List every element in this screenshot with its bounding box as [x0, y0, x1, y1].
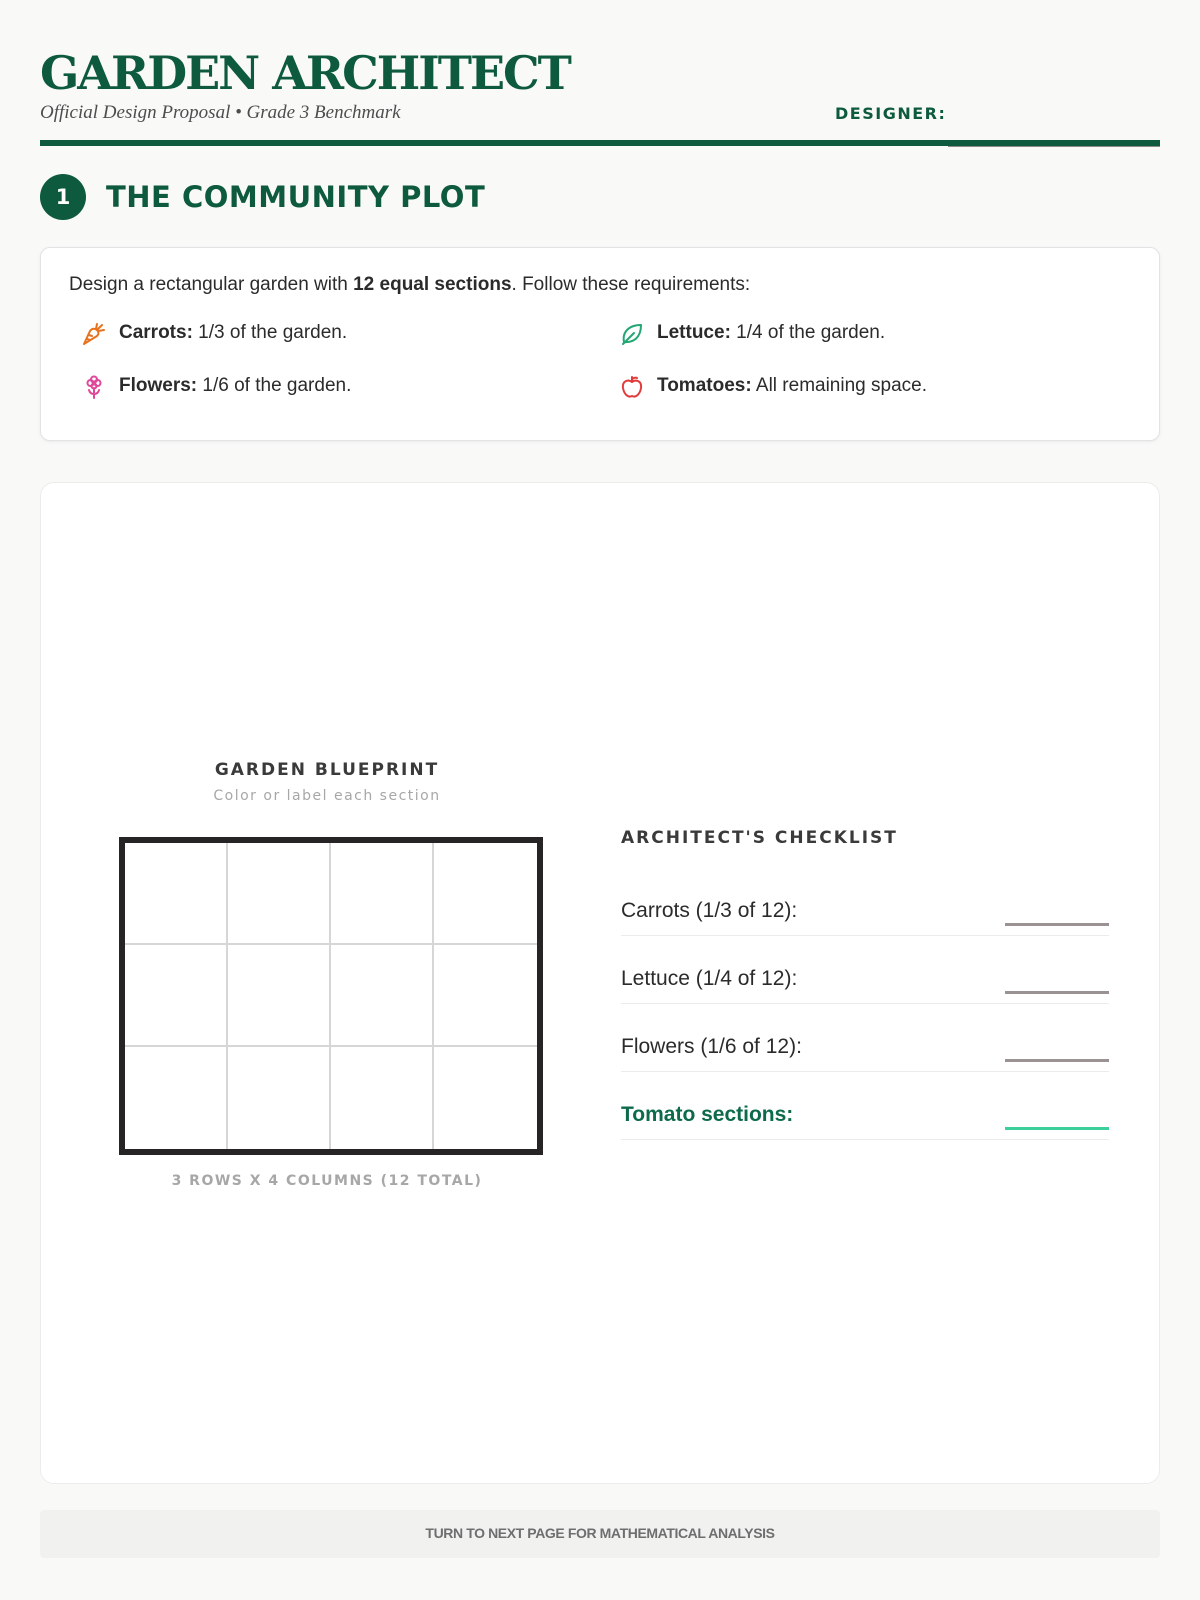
intro-text-start: Design a rectangular garden with	[69, 274, 354, 295]
requirement-name: Carrots:	[119, 322, 193, 343]
grid-section[interactable]	[434, 1047, 537, 1149]
flower-icon	[81, 374, 107, 400]
requirement-name: Flowers:	[119, 375, 198, 396]
footer-note: TURN TO NEXT PAGE FOR MATHEMATICAL ANALYSIS	[425, 1525, 775, 1541]
requirement-text	[119, 375, 351, 397]
design-workspace-card	[40, 482, 1160, 1484]
worksheet-page	[40, 0, 1160, 1600]
checklist-row-flowers	[621, 1031, 1109, 1072]
requirement-name: Tomatoes:	[657, 375, 752, 396]
grid-section[interactable]	[434, 945, 537, 1047]
grid-section[interactable]	[434, 843, 537, 945]
leaf-icon	[619, 321, 645, 347]
requirement-text	[657, 375, 927, 397]
requirement-rule: 1/4 of the garden.	[730, 322, 886, 343]
requirements-intro	[69, 274, 750, 296]
garden-blueprint-grid	[119, 837, 543, 1155]
grid-section[interactable]	[228, 843, 331, 945]
requirement-rule: 1/6 of the garden.	[197, 375, 352, 396]
header-divider	[40, 140, 1160, 146]
lettuce-answer-field[interactable]	[1005, 969, 1109, 994]
section-number-badge: 1	[40, 174, 86, 220]
apple-icon	[619, 374, 645, 400]
blueprint-instructions: Color or label each section	[213, 788, 441, 804]
requirement-rule: 1/3 of the garden.	[192, 322, 348, 343]
requirement-text	[657, 322, 885, 344]
checklist-title: ARCHITECT'S CHECKLIST	[621, 828, 898, 848]
grid-section[interactable]	[228, 1047, 331, 1149]
designer-label: DESIGNER:	[835, 104, 947, 123]
checklist-label: Flowers (1/6 of 12):	[621, 1035, 802, 1058]
requirement-text	[119, 322, 347, 344]
intro-text-bold: 12 equal sections	[353, 274, 512, 295]
grid-section[interactable]	[331, 1047, 434, 1149]
blueprint-title: GARDEN BLUEPRINT	[214, 760, 440, 780]
checklist-row-tomatoes	[621, 1099, 1109, 1140]
checklist-row-lettuce	[621, 963, 1109, 1004]
grid-caption: 3 ROWS X 4 COLUMNS (12 TOTAL)	[171, 1173, 483, 1189]
requirements-card	[40, 247, 1160, 441]
grid-section[interactable]	[125, 1047, 228, 1149]
page-title: GARDEN ARCHITECT	[40, 46, 570, 100]
grid-section[interactable]	[228, 945, 331, 1047]
grid-section[interactable]	[125, 843, 228, 945]
intro-text-end: . Follow these requirements:	[511, 274, 751, 295]
requirement-name: Lettuce:	[657, 322, 731, 343]
flowers-answer-field[interactable]	[1005, 1037, 1109, 1062]
checklist-row-carrots	[621, 895, 1109, 936]
checklist-label: Lettuce (1/4 of 12):	[621, 967, 798, 990]
checklist-label: Carrots (1/3 of 12):	[621, 899, 798, 922]
grid-section[interactable]	[331, 945, 434, 1047]
tomato-answer-field[interactable]	[1005, 1105, 1109, 1130]
page-subtitle: Official Design Proposal • Grade 3 Benchmark	[40, 102, 401, 123]
section-title: THE COMMUNITY PLOT	[106, 180, 486, 214]
carrots-answer-field[interactable]	[1005, 901, 1109, 926]
carrot-icon	[81, 321, 107, 347]
checklist-label: Tomato sections:	[621, 1103, 794, 1126]
grid-section[interactable]	[125, 945, 228, 1047]
requirement-rule: All remaining space.	[751, 375, 927, 396]
grid-section[interactable]	[331, 843, 434, 945]
header	[40, 44, 1160, 148]
footer-banner	[40, 1510, 1160, 1558]
